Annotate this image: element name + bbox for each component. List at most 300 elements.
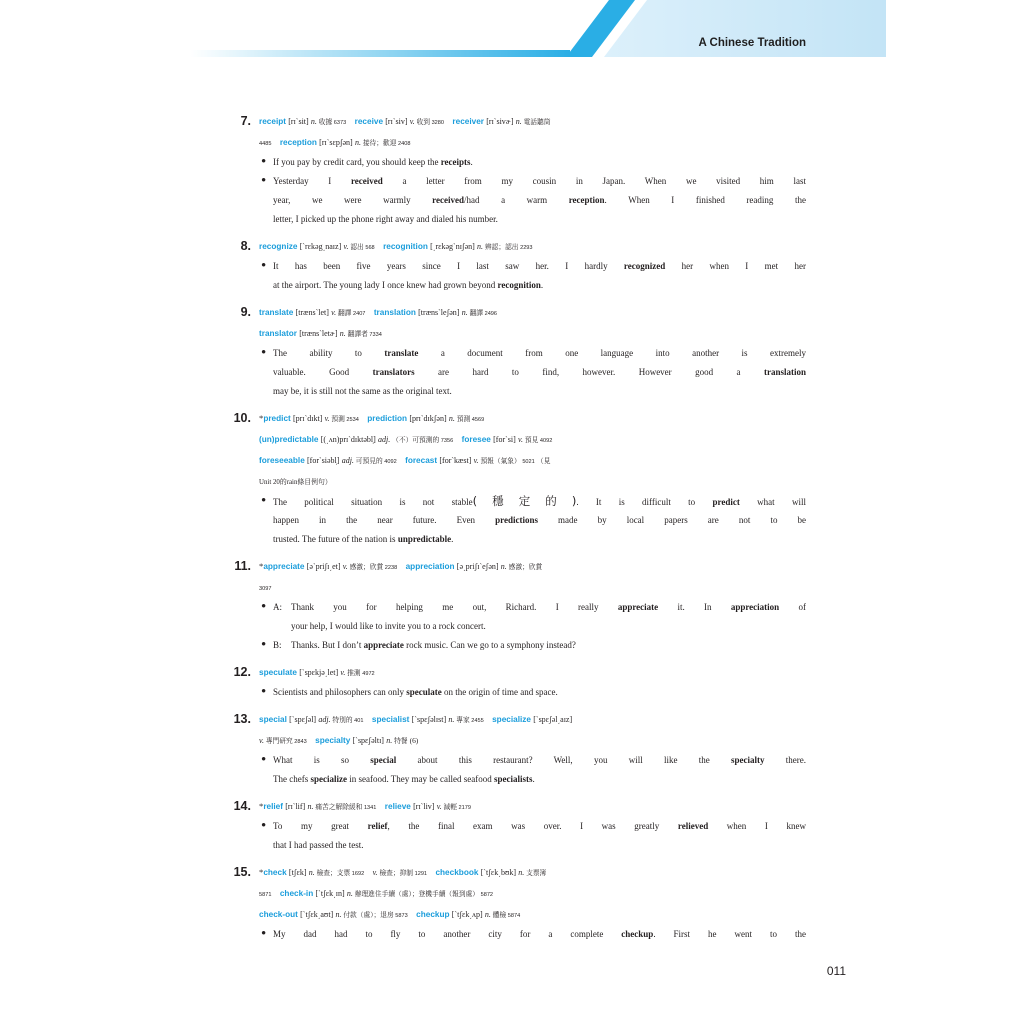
phonetic: [forˋsi] [493,435,516,444]
headword-block [259,662,806,683]
phonetic: [ˋspɛʃəlɪst] [411,715,447,724]
part-of-speech: n. [346,889,353,898]
phonetic: [forˋkæst] [439,456,472,465]
phonetic: [ˋrɛkəg͵naɪz] [299,242,342,251]
example-text: her when I met her [665,261,806,271]
example-text: /had a warm [464,195,569,205]
example-text: on the origin of time and space. [441,687,558,697]
headword: appreciation [405,562,455,571]
highlighted-word: predictions [495,515,538,525]
headword-line [259,111,806,132]
chinese-gloss: 痛苦之解除緩和 [315,803,363,811]
phonetic: [əˋpriʃɪ͵et] [306,562,341,571]
part-of-speech: n. [500,562,507,571]
headword: speculate [259,668,297,677]
cross-reference-note: Unit 20的rain條目例句） [259,479,332,486]
header-banner [0,0,1024,60]
word-group [416,910,520,919]
highlighted-word: special [370,755,397,765]
headword: foreseeable [259,456,305,465]
highlighted-word: relieved [677,821,709,831]
word-group [385,802,471,811]
frequency-rank: 568 [365,245,375,251]
bullet-icon [261,636,266,655]
vocab-entry [0,302,806,401]
part-of-speech: adj. [378,435,391,444]
headword-block [259,556,806,598]
example-text: The political situation is not stable [273,497,473,507]
headword-block [259,862,806,925]
word-group [462,435,553,444]
part-of-speech: n. [448,715,455,724]
frequency-rank: 1692 [351,871,365,877]
example-text: a letter from my cousin in Japan. When we visited him last [382,176,806,186]
word-group [259,715,363,724]
chinese-gloss: 推測 [347,669,361,677]
vocab-entry [0,111,806,229]
part-of-speech: v. [436,802,442,811]
example-line [273,492,806,511]
entry-number: 9. [240,305,251,319]
frequency-rank: 3097 [259,586,272,592]
frequency-rank: 2496 [484,311,498,317]
part-of-speech: adj. [318,715,331,724]
example-line [273,276,806,295]
phonetic: [ˋtʃɛk͵ɪn] [315,889,345,898]
phonetic: [ˋtʃɛk͵aʊt] [300,910,334,919]
highlighted-word: reception [568,195,605,205]
word-group [259,802,376,811]
highlighted-word: specialize [310,774,347,784]
headword-block [259,709,806,751]
example-text: are hard to find, however. However good a [414,367,764,377]
example-text: made by local papers are not to be [537,515,807,525]
chinese-gloss: 預報（氣象） [480,457,521,465]
example-line [273,751,806,770]
part-of-speech: n. [307,802,314,811]
highlighted-word: appreciate [617,602,659,612]
word-group [374,308,497,317]
highlighted-word: speculate [406,687,442,697]
star-marker: * [259,801,264,811]
entry-number: 14. [233,799,251,813]
example-text: happen in the near future. Even [273,515,496,525]
phonetic: [rɪˋlif] [285,802,306,811]
part-of-speech: v. [324,414,330,423]
example-text: that I had passed the test. [273,840,364,850]
word-group [259,477,332,486]
example-line [273,817,806,836]
bullet-icon [261,925,266,944]
example-line [273,210,806,229]
entry-number: 10. [233,411,251,425]
example-text: Scientists and philosophers can only [273,687,407,697]
headword: translation [373,308,416,317]
headword: receipt [259,117,287,126]
entry-number: 7. [240,114,251,128]
example-line [273,153,806,172]
highlighted-word: received [350,176,383,186]
headword-line [259,471,806,492]
chinese-gloss: 專家 [456,716,470,724]
bullet-icon [261,751,266,770]
phonetic: [tʃɛk] [288,868,307,877]
highlighted-word: translate [384,348,419,358]
part-of-speech: n. [484,910,491,919]
example-text: To my great [273,821,368,831]
headword: recognition [383,242,428,251]
part-of-speech: v. [340,668,346,677]
headword-line [259,904,806,925]
word-group [355,117,444,126]
headword: translator [259,329,297,338]
phonetic: [ˋtʃɛk͵bʊk] [480,868,516,877]
headword: prediction [367,414,408,423]
word-group [259,138,271,147]
part-of-speech: n. [308,868,315,877]
highlighted-word: checkup [621,929,654,939]
frequency-rank: 1341 [363,805,377,811]
headword-line [259,577,806,598]
frequency-rank: 7356 [440,438,454,444]
example-text: what will [739,497,806,507]
example-text: your help, I would like to invite you to a rock concert. [291,621,486,631]
headword: special [259,715,287,724]
word-group [492,715,572,724]
part-of-speech: n. [461,308,468,317]
frequency-rank: 5872 [480,892,494,898]
frequency-rank: 2455 [471,718,484,724]
phonetic: [trænsˋlet] [295,308,329,317]
word-group [367,414,484,423]
phonetic: [rɪˋsivɚ] [486,117,514,126]
headword: check-in [279,889,314,898]
headword-line [259,796,806,817]
chinese-gloss: 電話聽筒 [523,118,551,126]
example-text: in seafood. They may be called seafood [346,774,495,784]
highlighted-word: specialty [731,755,765,765]
word-group [259,889,271,898]
highlighted-word: relief [367,821,388,831]
headword-line [259,236,806,257]
example-text: when I knew [708,821,806,831]
part-of-speech: n. [335,910,342,919]
part-of-speech: n. [354,138,361,147]
part-of-speech: n. [515,117,522,126]
headword: relief [263,802,283,811]
example-line [273,382,806,401]
frequency-rank: 2293 [520,245,533,251]
phonetic: [trænsˋletɚ] [299,329,338,338]
vocab-entry [0,662,806,702]
word-group [259,736,307,745]
word-group [259,456,397,465]
example-text: . [451,534,454,544]
example-text: rock music. Can we go to a symphony instead? [403,640,576,650]
bullet-icon [261,257,266,276]
headword: checkbook [435,868,479,877]
example-sentence [259,636,806,655]
word-group [259,414,359,423]
example-text: Yesterday I [273,176,351,186]
example-text: . It is difficult to [576,497,713,507]
frequency-rank: 2407 [352,311,366,317]
highlighted-word: appreciate [363,640,404,650]
example-text: . [540,280,544,290]
bullet-icon [261,172,266,191]
entry-number: 13. [233,712,251,726]
phonetic: [prɪˋdɪkt] [293,414,323,423]
phonetic: [(͵ʌn)prɪˋdɪktəbl̩] [320,435,376,444]
phonetic: [ˋspɛʃəltɪ] [352,736,384,745]
phonetic: [͵rɛkəgˋnɪʃən] [430,242,475,251]
vocab-entry [0,236,806,295]
headword-line [259,862,806,883]
word-group [452,117,550,126]
star-marker: * [259,413,264,423]
example-text: it. In [658,602,731,612]
frequency-rank: 2534 [346,417,359,423]
vocab-entry [0,796,806,855]
example-text: about this restaurant? Well, you will like the [396,755,731,765]
frequency-rank: 5871 [259,892,272,898]
chinese-gloss: 付款（處）；退房 [343,911,394,919]
highlighted-word: recognized [623,261,666,271]
banner-rule [190,50,570,57]
part-of-speech: v. [331,308,337,317]
example-text: . When I finished reading the [604,195,806,205]
frequency-rank: 5873 [395,913,408,919]
frequency-rank: 2843 [294,739,307,745]
example-sentence [259,257,806,295]
frequency-rank: 4485 [259,141,272,147]
part-of-speech: n. [477,242,484,251]
entry-number: 11. [234,559,251,573]
chinese-gloss: 體檢 [492,911,507,919]
star-marker: * [259,867,264,877]
example-line [273,530,806,549]
example-line [273,683,806,702]
example-sentence [259,492,806,549]
phonetic: [ˋspɛkjə͵let] [299,668,339,677]
part-of-speech: n. [448,414,455,423]
frequency-rank: 6373 [333,120,347,126]
chinese-gloss: 預見 [524,436,539,444]
example-text: there. [764,755,807,765]
bullet-icon [261,683,266,702]
running-head: A Chinese Tradition [698,37,806,49]
chinese-gloss: 翻譯 [469,309,484,317]
vocabulary-list [0,111,1024,951]
highlighted-word: translation [763,367,806,377]
highlighted-word: receipts [440,157,471,167]
chinese-gloss: 減輕 [443,803,457,811]
bullet-icon [261,153,266,172]
headword: receive [354,117,384,126]
example-sentence [259,344,806,401]
vocab-entry [0,408,806,549]
bullet-icon [261,598,266,617]
example-text: If you pay by credit card, you should keep the [273,157,441,167]
example-sentence [259,172,806,229]
headword-block [259,408,806,492]
highlighted-word: appreciation [730,602,780,612]
chinese-gloss: （不）可預測的 [392,436,440,444]
frequency-rank: 4092 [539,438,553,444]
frequency-rank: 4972 [362,671,375,677]
phonetic: [rɪˋsɛpʃən] [319,138,353,147]
part-of-speech: v. [372,868,378,877]
example-sentence [259,925,806,944]
highlighted-word: predict [712,497,740,507]
highlighted-word: specialists [494,774,533,784]
headword: specialty [315,736,351,745]
chinese-gloss: 檢查；抑制 [379,869,414,877]
headword-line [259,323,806,344]
example-text: , the final exam was over. I was greatly [387,821,678,831]
vocab-entry [0,862,806,944]
chinese-gloss: 感激；欣賞 [508,563,543,571]
example-line [273,363,806,382]
headword-block [259,111,806,153]
headword-line [259,132,806,153]
phonetic: [trænsˋleʃən] [418,308,460,317]
bullet-icon [261,492,266,511]
part-of-speech: v. [343,242,349,251]
chinese-gloss: 接待；歡迎 [362,139,397,147]
headword-line [259,556,806,577]
headword-block [259,236,806,257]
example-text: at the airport. The young lady I once knew had grown beyond [273,280,498,290]
headword-line [259,730,806,751]
word-group [406,562,543,571]
word-group [259,562,397,571]
headword-block [259,302,806,344]
word-group [315,736,418,745]
phonetic: [ˋtʃɛk͵ʌp] [451,910,483,919]
phonetic: [rɪˋsiv] [385,117,408,126]
highlighted-word: translators [372,367,415,377]
chinese-gloss: 專門研究 [265,737,293,745]
word-group [259,868,364,877]
frequency-rank: 5021 [522,459,535,465]
headword: specialist [371,715,410,724]
example-text: letter, I picked up the phone right away and dialed his number. [273,214,498,224]
frequency-rank: 2238 [384,565,398,571]
example-text: trusted. The future of the nation is [273,534,398,544]
phonetic: [rɪˋliv] [413,802,435,811]
chinese-gloss: 辨認；認出 [484,243,519,251]
part-of-speech: n. [386,736,393,745]
frequency-rank: 1291 [414,871,428,877]
entry-number: 12. [233,665,251,679]
example-text: It has been five years since I last saw her. I hardly [273,261,624,271]
example-text: may be, it is still not the same as the original text. [273,386,452,396]
cross-reference-note: （見 [536,458,551,465]
chinese-gloss: 收到 [416,118,430,126]
phonetic: [prɪˋdɪkʃən] [409,414,447,423]
frequency-rank: 5874 [507,913,521,919]
speaker-label: A: [273,602,282,612]
part-of-speech: v. [259,736,264,745]
headword: specialize [492,715,531,724]
word-group [259,329,382,338]
word-group [259,668,375,677]
chinese-gloss: 收據 [318,118,333,126]
bullet-icon [261,817,266,836]
example-text: . First he went to the [653,929,806,939]
headword-line [259,429,806,450]
headword: relieve [384,802,411,811]
example-text: The ability to [273,348,385,358]
example-text: My dad had to fly to another city for a complete [273,929,622,939]
part-of-speech: v. [342,562,348,571]
chinese-gloss: 特別的 [332,716,353,724]
example-line [273,770,806,789]
example-line [273,636,806,655]
phonetic: [forˋsiəbl̩] [307,456,340,465]
highlighted-word: received [432,195,464,205]
example-text: a document from one language into another is extremely [418,348,806,358]
example-sentence [259,598,806,636]
highlighted-word: unpredictable [397,534,452,544]
example-text: . [532,774,535,784]
star-marker: * [259,561,264,571]
example-text: . [470,157,473,167]
phonetic: [ˋspɛʃəl͵aɪz] [533,715,573,724]
chinese-gloss: 特餐 [394,737,408,745]
chinese-gloss: 可預見的 [355,457,383,465]
bullet-icon [261,344,266,363]
entry-number: 8. [240,239,251,253]
chinese-gloss: 檢查；支票 [316,869,351,877]
headword: check-out [259,910,298,919]
headword: forecast [405,456,438,465]
example-line [273,617,806,636]
headword: check [263,868,287,877]
chinese-gloss: 辦理進住手續（處）；登機手續（報到處） [354,890,480,898]
highlighted-word: recognition [497,280,541,290]
chinese-gloss: 預測 [456,415,471,423]
headword-line [259,883,806,904]
headword: reception [279,138,317,147]
frequency-rank: 3280 [431,120,445,126]
example-sentence [259,751,806,789]
example-line [273,836,806,855]
word-group [435,868,546,877]
example-text: Thanks. But I don’t [291,640,364,650]
example-sentence [259,817,806,855]
frequency-rank: 4569 [471,417,485,423]
word-group [259,910,408,919]
example-text: valuable. Good [273,367,373,377]
word-group [280,889,493,898]
frequency-rank: 7334 [369,332,382,338]
vocab-entry [0,709,806,789]
part-of-speech: v. [409,117,415,126]
headword: translate [259,308,294,317]
example-line [273,598,806,617]
word-group [259,242,375,251]
example-text: year, we were warmly [273,195,433,205]
word-group [405,456,550,465]
inline-gloss: (穩定的) [472,494,577,508]
part-of-speech: n. [518,868,525,877]
part-of-speech: adj. [341,456,354,465]
chinese-gloss: 認出 [350,243,364,251]
headword: receiver [452,117,485,126]
headword-line [259,408,806,429]
